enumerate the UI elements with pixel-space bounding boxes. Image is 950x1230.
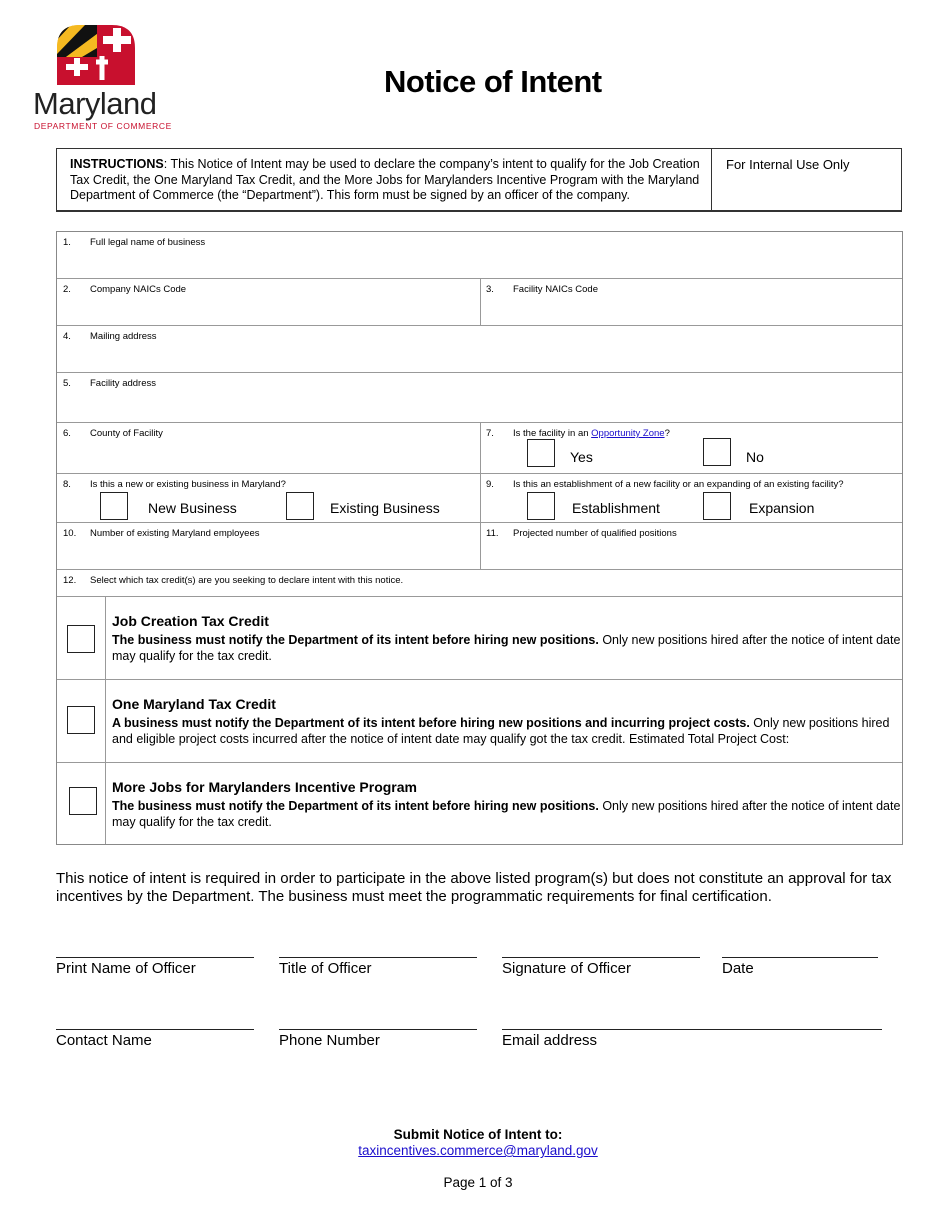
field-number: 3. (486, 284, 494, 295)
row-divider (57, 372, 902, 373)
projected-positions-label: Projected number of qualified positions (513, 528, 677, 539)
row-divider (57, 596, 902, 597)
more-jobs-bold: The business must notify the Department of its intent before hiring new positions. (112, 799, 599, 813)
field-number: 9. (486, 479, 494, 490)
mailing-address-label: Mailing address (90, 331, 157, 342)
opportunity-zone-yes-checkbox[interactable] (527, 439, 555, 467)
email-line[interactable] (502, 1029, 882, 1030)
more-jobs-title: More Jobs for Marylanders Incentive Program (112, 779, 417, 795)
contact-name-label: Contact Name (56, 1032, 152, 1049)
job-creation-bold: The business must notify the Department of its intent before hiring new positions. (112, 633, 599, 647)
facility-naics-label: Facility NAICs Code (513, 284, 598, 295)
business-name-label: Full legal name of business (90, 237, 206, 248)
date-label: Date (722, 960, 754, 977)
contact-name-line[interactable] (56, 1029, 254, 1030)
signature-label: Signature of Officer (502, 960, 631, 977)
title-line[interactable] (279, 957, 477, 958)
print-name-line[interactable] (56, 957, 254, 958)
no-option-label: No (746, 449, 764, 465)
column-divider (480, 422, 481, 569)
more-jobs-text: Only new positions hired after the notice of intent date may qualify for the tax credit. (112, 799, 901, 829)
row-divider (57, 325, 902, 326)
company-naics-label: Company NAICs Code (90, 284, 187, 295)
oz-label-pre: Is the facility in an (513, 428, 592, 439)
notice-paragraph: This notice of intent is required in order to participate in the above listed program(s) but does not constitute an approval for tax incentives by the Department. The business must meet the programmatic requirements for final certification. (56, 870, 892, 905)
submit-email-link[interactable]: taxincentives.commerce@maryland.gov (358, 1143, 598, 1158)
row-divider (57, 679, 902, 680)
existing-business-label: Existing Business (330, 500, 440, 516)
field-number: 12. (63, 575, 77, 586)
phone-line[interactable] (279, 1029, 477, 1030)
field-number: 2. (63, 284, 71, 295)
job-creation-title: Job Creation Tax Credit (112, 613, 269, 629)
establishment-label: Establishment (572, 500, 660, 516)
one-maryland-text: Only new positions hired and eligible project costs incurred after the notice of intent date may qualify got the tax credit. Estimated Total Project Cost: (112, 716, 890, 746)
facility-type-question: Is this an establishment of a new facility or an expanding of an existing facility? (513, 479, 844, 490)
opportunity-zone-question (513, 428, 670, 439)
job-creation-description (112, 633, 902, 664)
existing-business-checkbox[interactable] (286, 492, 314, 520)
county-label: County of Facility (90, 428, 163, 439)
field-number: 11. (486, 528, 499, 539)
submit-email-container (0, 1143, 950, 1158)
instructions-label: INSTRUCTIONS (70, 157, 164, 171)
application-form (56, 231, 903, 845)
field-number: 10. (63, 528, 77, 539)
signature-line[interactable] (502, 957, 700, 958)
field-number: 6. (63, 428, 71, 439)
logo-department: DEPARTMENT OF COMMERCE (34, 121, 172, 131)
one-maryland-checkbox[interactable] (67, 706, 95, 734)
opportunity-zone-link[interactable]: Opportunity Zone (591, 428, 665, 439)
one-maryland-bold: A business must notify the Department of its intent before hiring new positions and incurring project costs. (112, 716, 750, 730)
field-number: 1. (63, 237, 71, 248)
tax-credit-selection-label: Select which tax credit(s) are you seeking to declare intent with this notice. (90, 575, 404, 586)
existing-employees-label: Number of existing Maryland employees (90, 528, 260, 539)
yes-option-label: Yes (570, 449, 593, 465)
field-number: 7. (486, 428, 494, 439)
more-jobs-description (112, 799, 902, 830)
phone-label: Phone Number (279, 1032, 380, 1049)
opportunity-zone-no-checkbox[interactable] (703, 438, 731, 466)
row-divider (57, 569, 902, 570)
title-label: Title of Officer (279, 960, 372, 977)
new-business-label: New Business (148, 500, 237, 516)
facility-address-label: Facility address (90, 378, 156, 389)
field-number: 4. (63, 331, 71, 342)
column-divider (105, 596, 106, 844)
print-name-label: Print Name of Officer (56, 960, 196, 977)
expansion-checkbox[interactable] (703, 492, 731, 520)
instructions-body: : This Notice of Intent may be used to declare the company’s intent to qualify for the Job Creation Tax Credit, the One Maryland Tax Credit, and the More Jobs for Marylanders Incentive Program with the Maryland Department of Commerce (the “Department”). This form must be signed by an officer of the company. (70, 157, 700, 202)
business-type-question: Is this a new or existing business in Maryland? (90, 479, 286, 490)
internal-use-label: For Internal Use Only (726, 157, 850, 172)
new-business-checkbox[interactable] (100, 492, 128, 520)
email-label: Email address (502, 1032, 598, 1049)
oz-label-post: ? (664, 428, 670, 439)
one-maryland-description (112, 716, 902, 747)
page-title: Notice of Intent (384, 64, 602, 99)
instructions-text (70, 157, 705, 204)
one-maryland-title: One Maryland Tax Credit (112, 696, 276, 712)
expansion-label: Expansion (749, 500, 815, 516)
logo-wordmark: Maryland (33, 86, 157, 121)
job-creation-text: Only new positions hired after the notice of intent date may qualify for the tax credit. (112, 633, 901, 663)
establishment-checkbox[interactable] (527, 492, 555, 520)
instructions-divider (711, 148, 712, 212)
field-number: 8. (63, 479, 71, 490)
row-divider (57, 762, 902, 763)
submit-heading: Submit Notice of Intent to: (393, 1127, 563, 1142)
job-creation-checkbox[interactable] (67, 625, 95, 653)
date-line[interactable] (722, 957, 878, 958)
more-jobs-checkbox[interactable] (69, 787, 97, 815)
column-divider (480, 278, 481, 325)
field-number: 5. (63, 378, 71, 389)
page-number: Page 1 of 3 (443, 1175, 513, 1190)
